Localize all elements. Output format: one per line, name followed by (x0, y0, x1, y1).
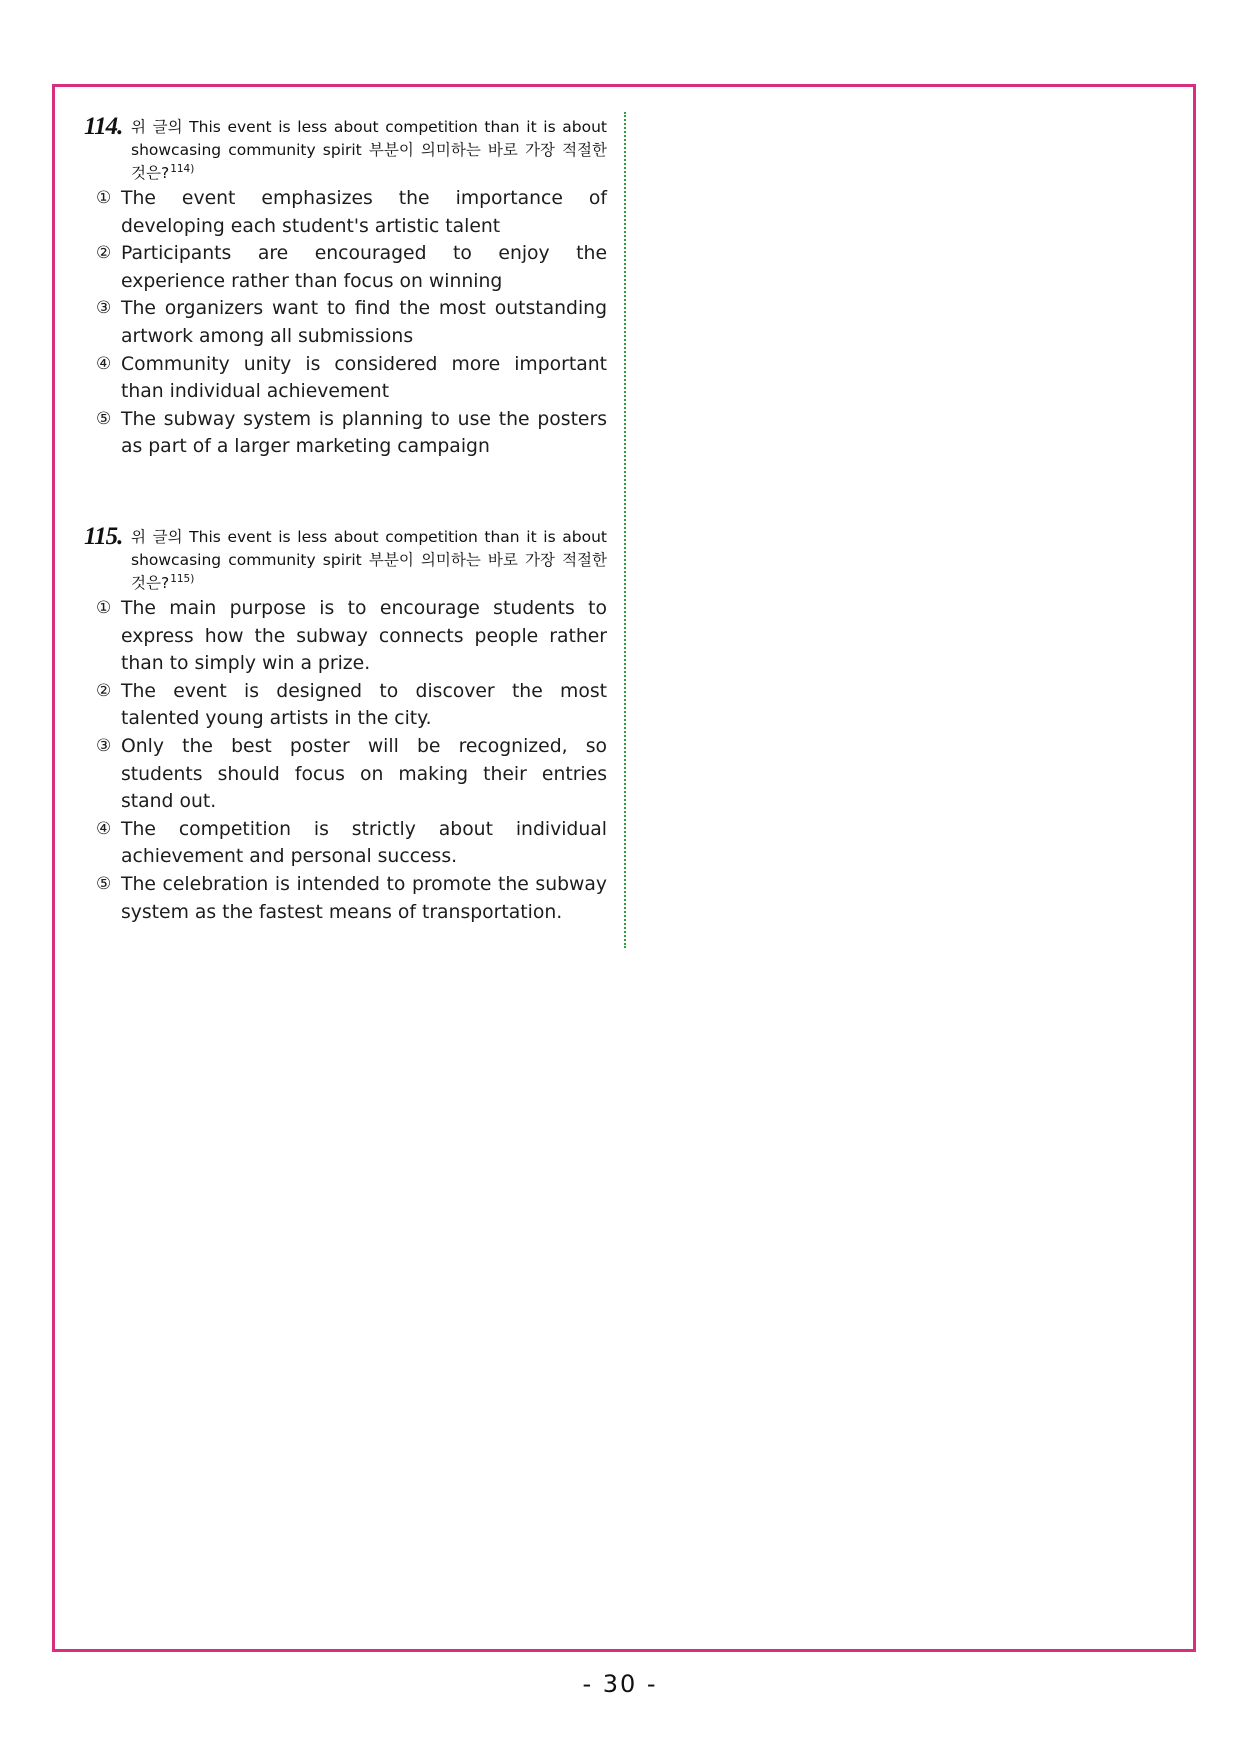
answer-option-5[interactable] (96, 406, 607, 461)
question-stem (131, 116, 607, 185)
answer-option-5[interactable] (96, 871, 607, 926)
option-text: The celebration is intended to promote the subway system as the fastest means of transportation. (121, 873, 607, 923)
option-number-4: ④ (96, 818, 112, 839)
answer-options (96, 185, 607, 461)
option-text: The organizers want to find the most outstanding artwork among all submissions (121, 298, 607, 347)
option-text: Community unity is considered more important than individual achievement (121, 353, 607, 403)
option-number-5: ⑤ (96, 873, 112, 894)
option-number-2: ② (96, 243, 112, 264)
option-number-3: ③ (96, 298, 112, 319)
option-text: Only the best poster will be recognized, so students should focus on making their entries stand out. (121, 735, 607, 813)
answer-options (96, 595, 607, 926)
question-number: 115. (84, 523, 123, 550)
option-text: The competition is strictly about individual achievement and personal success. (121, 818, 607, 868)
question-stem (131, 526, 607, 595)
question-stem-text: 위 글의 This event is less about competition than it is about showcasing community spirit 부분이 의미하는 바로 가장 적절한 것은? (131, 528, 607, 592)
answer-option-1[interactable] (96, 595, 607, 678)
option-text: The subway system is planning to use the posters as part of a larger marketing campaign (121, 408, 607, 458)
option-number-1: ① (96, 188, 112, 208)
question-115 (84, 523, 607, 926)
option-number-4: ④ (96, 353, 112, 374)
option-number-5: ⑤ (96, 408, 112, 429)
option-text: The main purpose is to encourage students to express how the subway connects people rather than to simply win a prize. (121, 598, 607, 675)
answer-option-1[interactable] (96, 185, 607, 240)
column-divider (624, 112, 626, 948)
option-number-2: ② (96, 680, 112, 701)
option-text: Participants are encouraged to enjoy the experience rather than focus on winning (121, 243, 607, 292)
answer-option-4[interactable] (96, 816, 607, 871)
footnote-marker: 115) (170, 573, 195, 585)
question-stem-text: 위 글의 This event is less about competition than it is about showcasing community spirit 부분이 의미하는 바로 가장 적절한 것은? (131, 118, 607, 182)
option-number-1: ① (96, 598, 112, 618)
answer-option-4[interactable] (96, 351, 607, 406)
question-114 (84, 113, 607, 461)
page-number: - 30 - (582, 1670, 658, 1698)
option-number-3: ③ (96, 735, 112, 756)
footnote-marker: 114) (170, 163, 195, 175)
answer-option-3[interactable] (96, 733, 607, 816)
option-text: The event emphasizes the importance of developing each student's artistic talent (121, 188, 607, 237)
option-text: The event is designed to discover the most talented young artists in the city. (121, 680, 607, 730)
answer-option-2[interactable] (96, 240, 607, 295)
question-number: 114. (84, 113, 123, 140)
answer-option-3[interactable] (96, 295, 607, 350)
answer-option-2[interactable] (96, 678, 607, 733)
